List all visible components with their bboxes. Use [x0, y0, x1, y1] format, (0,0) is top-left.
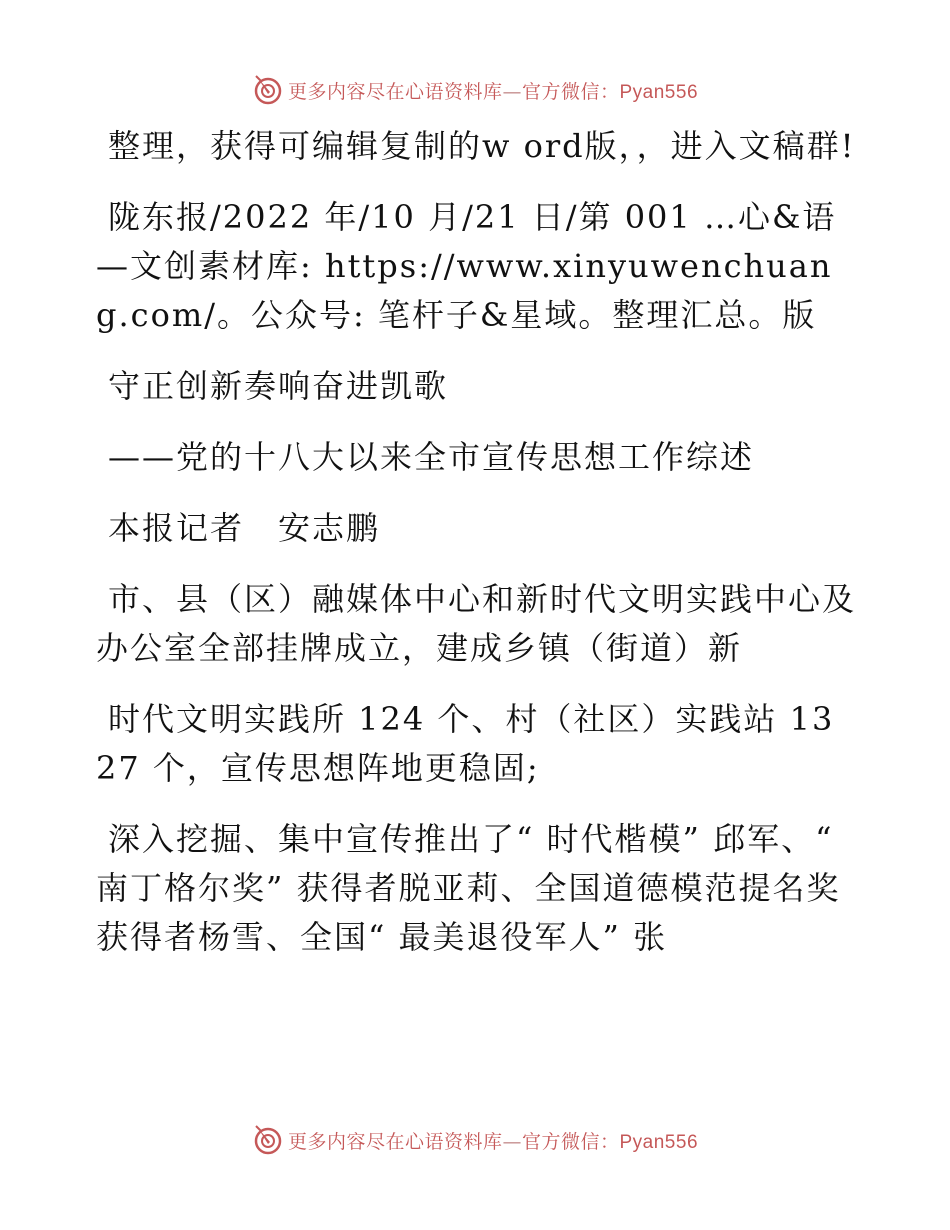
watermark-text	[288, 77, 698, 104]
watermark-wechat-id: Pyan556	[619, 81, 699, 103]
quill-logo-icon	[252, 1124, 284, 1156]
paragraph-body-3: 深入挖掘、集中宣传推出了“ 时代楷模” 邱军、“ 南丁格尔奖” 获得者脱亚莉、全国道德模范提名奖获得者杨雪、全国“ 最美退役军人” 张	[96, 820, 841, 956]
article-subtitle: ——党的十八大以来全市宣传思想工作综述	[108, 438, 755, 476]
watermark-title: 更多内容尽在心语资料库	[287, 80, 503, 103]
paragraph-source: 陇东报/2022 年/10 月/21 日/第 001 …心&语—文创素材库: https://www.xinyuwenchuang.com/。公众号: 笔杆子&星域。整理汇总。版	[96, 198, 837, 334]
watermark-dash: —	[502, 1130, 522, 1153]
document-body	[96, 122, 856, 984]
paragraph-body-1: 市、县（区）融媒体中心和新时代文明实践中心及办公室全部挂牌成立，建成乡镇（街道）新	[96, 580, 857, 667]
article-byline: 本报记者 安志鹏	[108, 509, 381, 547]
watermark-wechat-id: Pyan556	[619, 1131, 699, 1153]
paragraph-body-2: 时代文明实践所 124 个、村（社区）实践站 1327 个，宣传思想阵地更稳固;	[96, 700, 835, 787]
watermark-dash: —	[502, 80, 522, 103]
paragraph-intro: 整理，获得可编辑复制的w ord版，，进入文稿群!	[108, 127, 856, 165]
watermark-footer	[0, 1120, 950, 1160]
watermark-suffix: 官方微信：	[521, 80, 620, 103]
article-title: 守正创新奏响奋进凯歌	[108, 367, 449, 405]
watermark-title: 更多内容尽在心语资料库	[287, 1130, 503, 1153]
watermark-suffix: 官方微信：	[521, 1130, 620, 1153]
watermark-header	[0, 70, 950, 110]
quill-logo-icon	[252, 74, 284, 106]
watermark-text	[288, 1127, 698, 1154]
